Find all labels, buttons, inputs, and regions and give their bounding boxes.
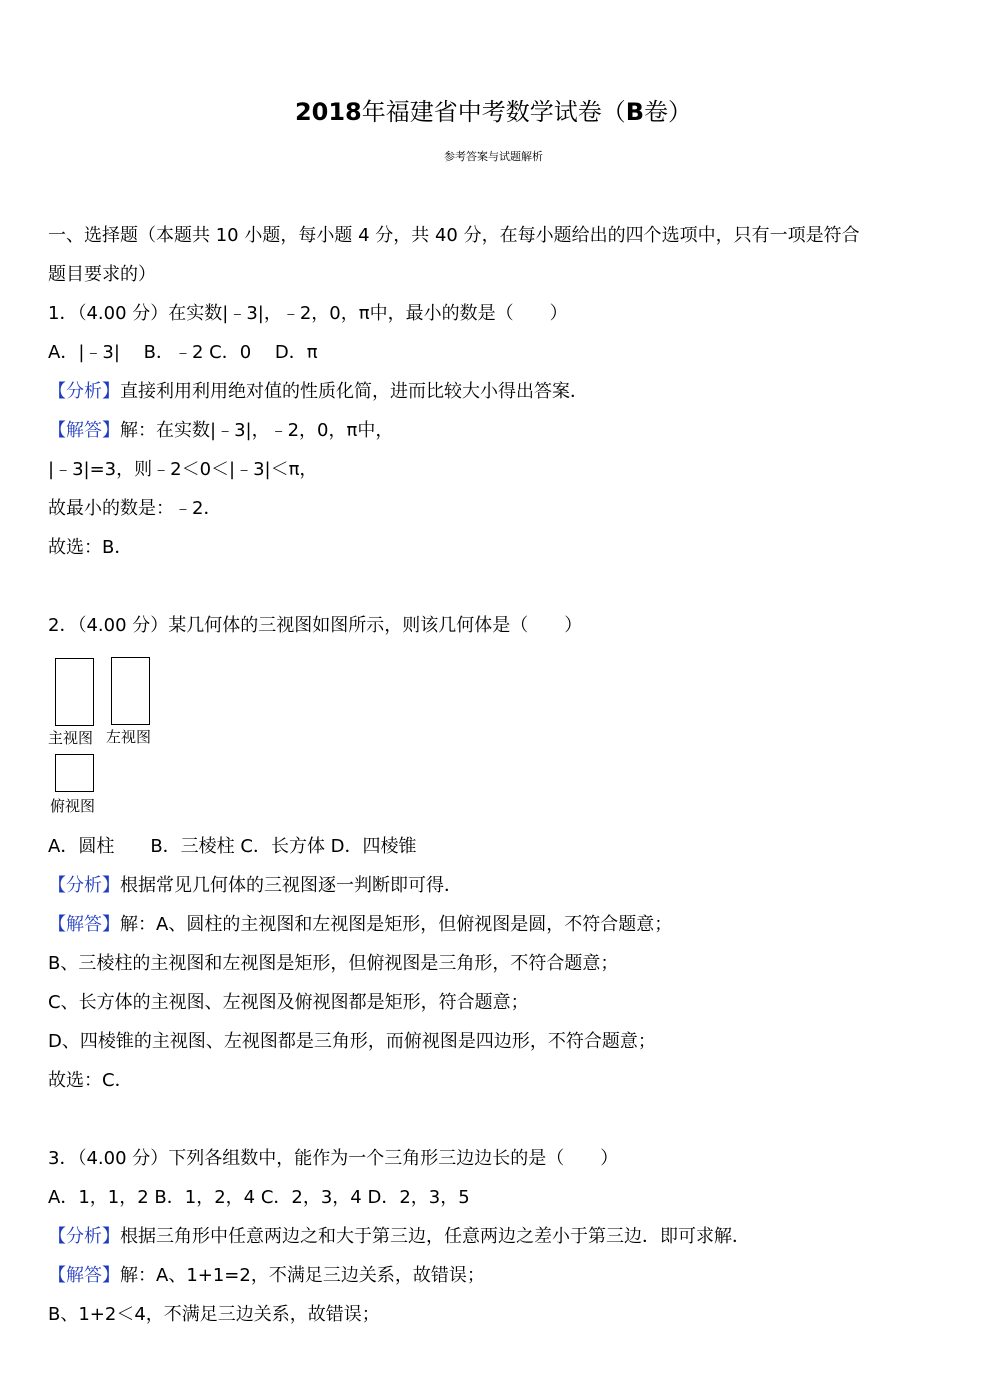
q1-solution: 【解答】解：在实数|﹣3|，﹣2，0，π中， [48,420,394,441]
q3-solution: 【解答】解：A、1+1=2，不满足三边关系，故错误； [48,1265,485,1286]
solution-tag: 【解答】 [48,1265,120,1286]
q2-step-d: D、四棱锥的主视图、左视图都是三角形，而俯视图是四边形，不符合题意； [48,1031,656,1052]
q2-step-b: B、三棱柱的主视图和左视图是矩形，但俯视图是三角形，不符合题意； [48,953,619,974]
left-view-label: 左视图 [106,728,152,746]
solution-tag: 【解答】 [48,914,120,935]
q1-step2: 故最小的数是：﹣2． [48,498,222,519]
front-view-rect [55,658,94,726]
q2-stem: 2．（4.00 分）某几何体的三视图如图所示，则该几何体是（ ） [48,615,583,636]
section-heading-line1: 一、选择题（本题共 10 小题，每小题 4 分，共 40 分，在每小题给出的四个选项中，只有一项是符合 [48,225,860,246]
q2-analysis: 【分析】根据常见几何体的三视图逐一判断即可得． [48,875,462,896]
q1-choice: 故选：B． [48,537,133,558]
q2-options: A．圆柱 B．三棱柱 C．长方体 D．四棱锥 [48,836,417,857]
left-view-rect [111,657,150,725]
q3-step-b: B、1+2＜4，不满足三边关系，故错误； [48,1304,380,1325]
section-heading-line2: 题目要求的） [48,264,156,285]
front-view-label: 主视图 [48,729,94,747]
page-subtitle: 参考答案与试题解析 [444,150,543,163]
analysis-tag: 【分析】 [48,1226,120,1247]
q1-step1: |﹣3|=3，则﹣2＜0＜|﹣3|＜π， [48,459,318,480]
analysis-tag: 【分析】 [48,875,120,896]
page-title: 2018年福建省中考数学试卷（B卷） [294,98,693,126]
analysis-tag: 【分析】 [48,381,120,402]
top-view-rect [55,754,94,792]
q3-analysis: 【分析】根据三角形中任意两边之和大于第三边，任意两边之差小于第三边．即可求解． [48,1226,750,1247]
solution-tag: 【解答】 [48,420,120,441]
top-view-label: 俯视图 [50,797,96,815]
q2-step-c: C、长方体的主视图、左视图及俯视图都是矩形，符合题意； [48,992,529,1013]
q2-solution: 【解答】解：A、圆柱的主视图和左视图是矩形，但俯视图是圆，不符合题意； [48,914,673,935]
q2-choice: 故选：C． [48,1070,133,1091]
q1-analysis: 【分析】直接利用利用绝对值的性质化简，进而比较大小得出答案． [48,381,588,402]
q1-options: A．|﹣3| B．﹣2 C．0 D．π [48,342,318,363]
q3-stem: 3．（4.00 分）下列各组数中，能作为一个三角形三边边长的是（ ） [48,1148,619,1169]
q3-options: A．1，1，2 B．1，2，4 C．2，3，4 D．2，3，5 [48,1187,470,1208]
q1-stem: 1．（4.00 分）在实数|﹣3|，﹣2，0，π中，最小的数是（ ） [48,303,568,324]
